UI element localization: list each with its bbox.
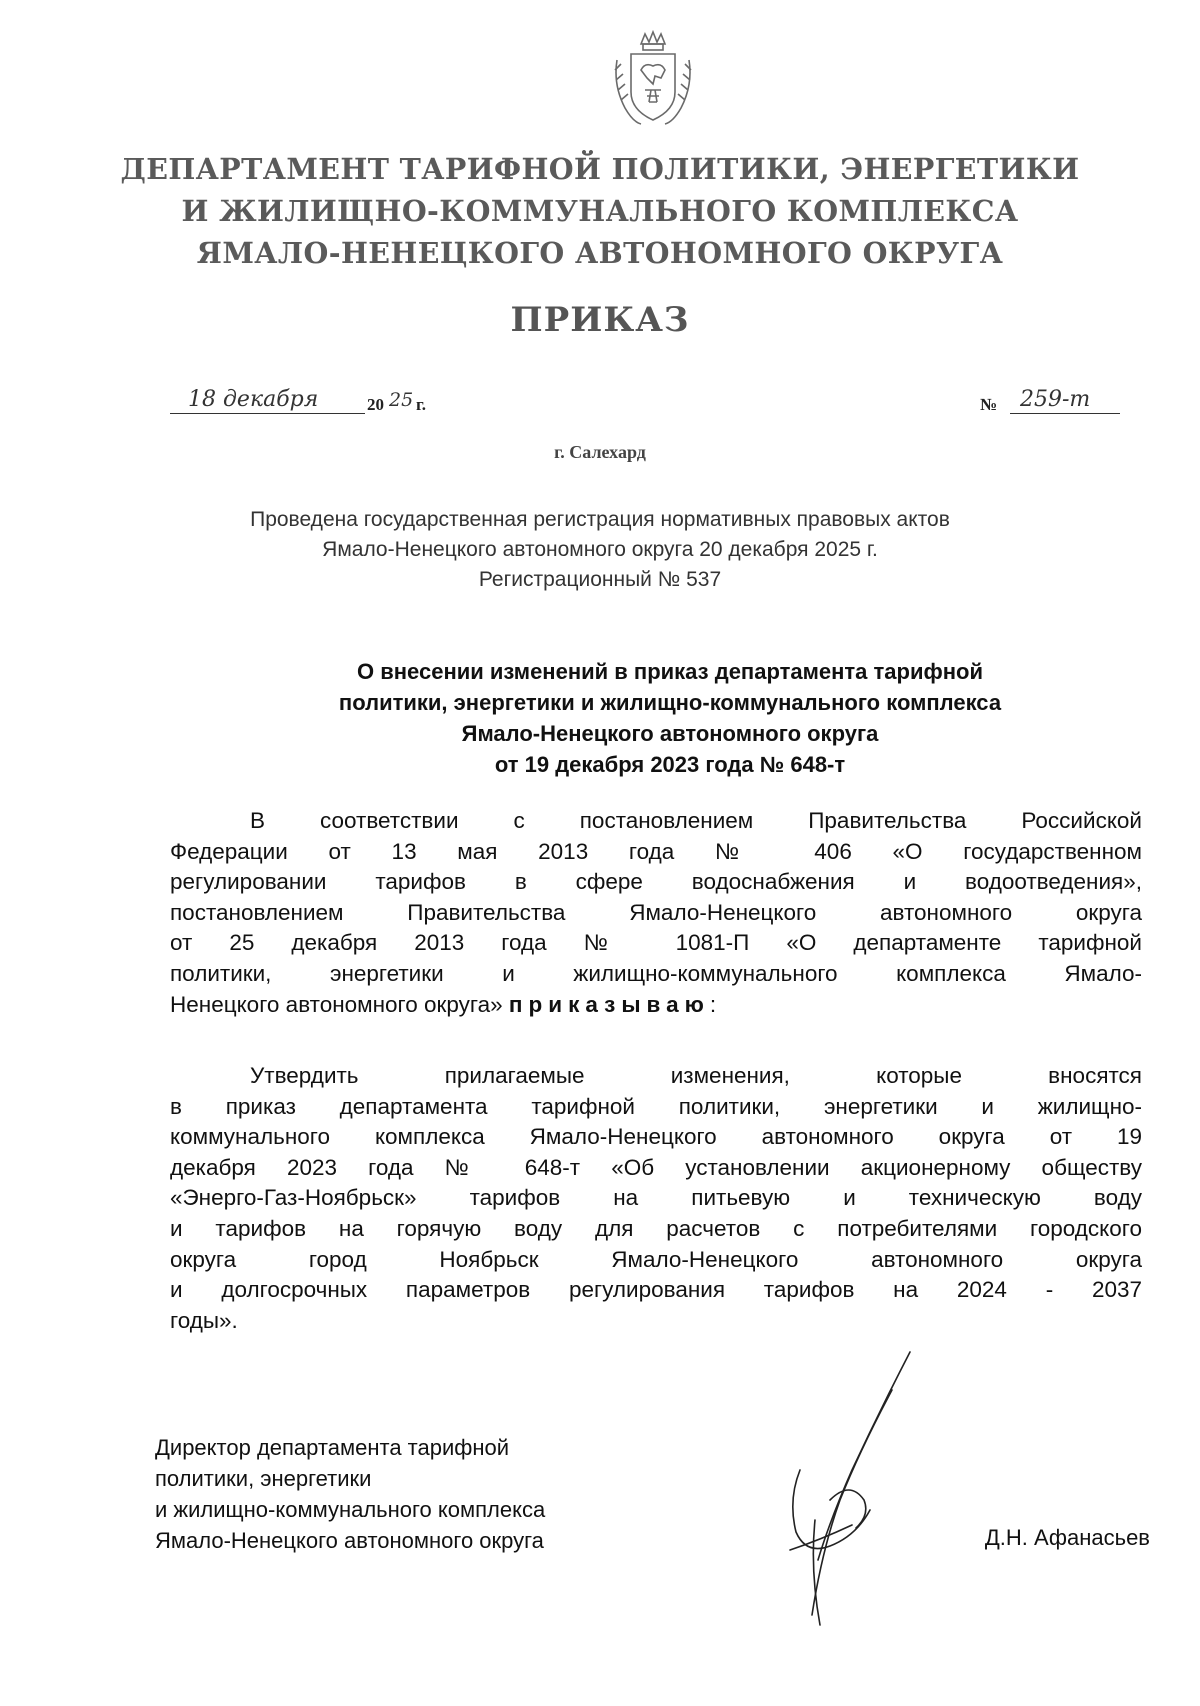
- department-line: И ЖИЛИЩНО-КОММУНАЛЬНОГО КОМПЛЕКСА: [181, 194, 1019, 228]
- body-paragraph-resolution: [170, 1061, 1142, 1336]
- paragraph-line: годы».: [170, 1307, 238, 1333]
- date-handwritten: 18 декабря: [188, 387, 319, 412]
- paragraph-line: и тарифов на горячую воду для расчетов с потребителями городского: [170, 1215, 1142, 1241]
- paragraph-line: постановлением Правительства Ямало-Ненецкого автономного округа: [170, 899, 1142, 925]
- registration-line: Ямало-Ненецкого автономного округа 20 декабря 2025 г.: [322, 538, 878, 561]
- paragraph-line: округа город Ноябрьск Ямало-Ненецкого автономного округа: [170, 1246, 1142, 1272]
- paragraph-text: Ненецкого автономного округа»: [170, 991, 503, 1017]
- paragraph-line: декабря 2023 года № 648-т «Об установлении акционерному обществу: [170, 1154, 1142, 1180]
- paragraph-line: Федерации от 13 мая 2013 года № 406 «О государственном: [170, 838, 1142, 864]
- paragraph-line-final: [170, 990, 1142, 1021]
- year-prefix: 20: [367, 395, 384, 414]
- subject-line: О внесении изменений в приказ департамента тарифной: [356, 659, 984, 684]
- city: г. Салехард: [554, 442, 646, 462]
- paragraph-line: в приказ департамента тарифной политики, энергетики и жилищно-: [170, 1093, 1142, 1119]
- subject-line: от 19 декабря 2023 года № 648-т: [494, 752, 846, 777]
- signer-line: политики, энергетики: [155, 1466, 372, 1491]
- registration-line: Регистрационный № 537: [478, 568, 722, 591]
- registration-note: [100, 505, 1100, 595]
- paragraph-colon: :: [709, 991, 717, 1017]
- paragraph-line: В соответствии с постановлением Правительства Российской: [250, 808, 1142, 833]
- order-subject: [170, 656, 1170, 780]
- order-date: [170, 385, 450, 421]
- year-suffix: г.: [416, 395, 427, 414]
- signer-position: [155, 1432, 715, 1556]
- document-type-title: ПРИКАЗ: [510, 300, 690, 340]
- paragraph-line: коммунального комплекса Ямало-Ненецкого автономного округа от 19: [170, 1124, 1142, 1150]
- signer-line: Директор департамента тарифной: [155, 1435, 510, 1460]
- department-line: ЯМАЛО-НЕНЕЦКОГО АВТОНОМНОГО ОКРУГА: [196, 236, 1004, 270]
- order-keyword: приказываю: [508, 991, 710, 1017]
- department-line: ДЕПАРТАМЕНТ ТАРИФНОЙ ПОЛИТИКИ, ЭНЕРГЕТИКИ: [120, 152, 1080, 186]
- order-number: [980, 385, 1140, 421]
- body-paragraph-basis: [170, 806, 1142, 1020]
- paragraph-line: и долгосрочных параметров регулирования тарифов на 2024 - 2037: [170, 1277, 1142, 1303]
- registration-line: Проведена государственная регистрация нормативных правовых актов: [250, 508, 950, 531]
- coat-of-arms-icon: [611, 30, 695, 130]
- paragraph-line: «Энерго-Газ-Ноябрьск» тарифов на питьевую и техническую воду: [170, 1185, 1142, 1211]
- subject-line: политики, энергетики и жилищно-коммунального комплекса: [338, 690, 1002, 715]
- date-underline: [170, 413, 365, 414]
- signer-line: Ямало-Ненецкого автономного округа: [155, 1528, 544, 1553]
- signer-name: Д.Н. Афанасьев: [984, 1525, 1150, 1550]
- paragraph-line: Утвердить прилагаемые изменения, которые вносятся: [250, 1063, 1142, 1088]
- number-underline: [1010, 413, 1120, 414]
- number-handwritten: 259-т: [1020, 387, 1091, 412]
- paragraph-line: политики, энергетики и жилищно-коммунального комплекса Ямало-: [170, 960, 1142, 986]
- handwritten-signature-icon: [760, 1350, 940, 1630]
- subject-line: Ямало-Ненецкого автономного округа: [461, 721, 879, 746]
- year-handwritten: 25: [389, 389, 414, 411]
- paragraph-line: от 25 декабря 2013 года № 1081-П «О департаменте тарифной: [170, 930, 1142, 956]
- paragraph-line: регулировании тарифов в сфере водоснабжения и водоотведения»,: [170, 869, 1142, 895]
- number-label: №: [980, 395, 998, 414]
- department-name: [0, 148, 1200, 274]
- signer-line: и жилищно-коммунального комплекса: [155, 1497, 546, 1522]
